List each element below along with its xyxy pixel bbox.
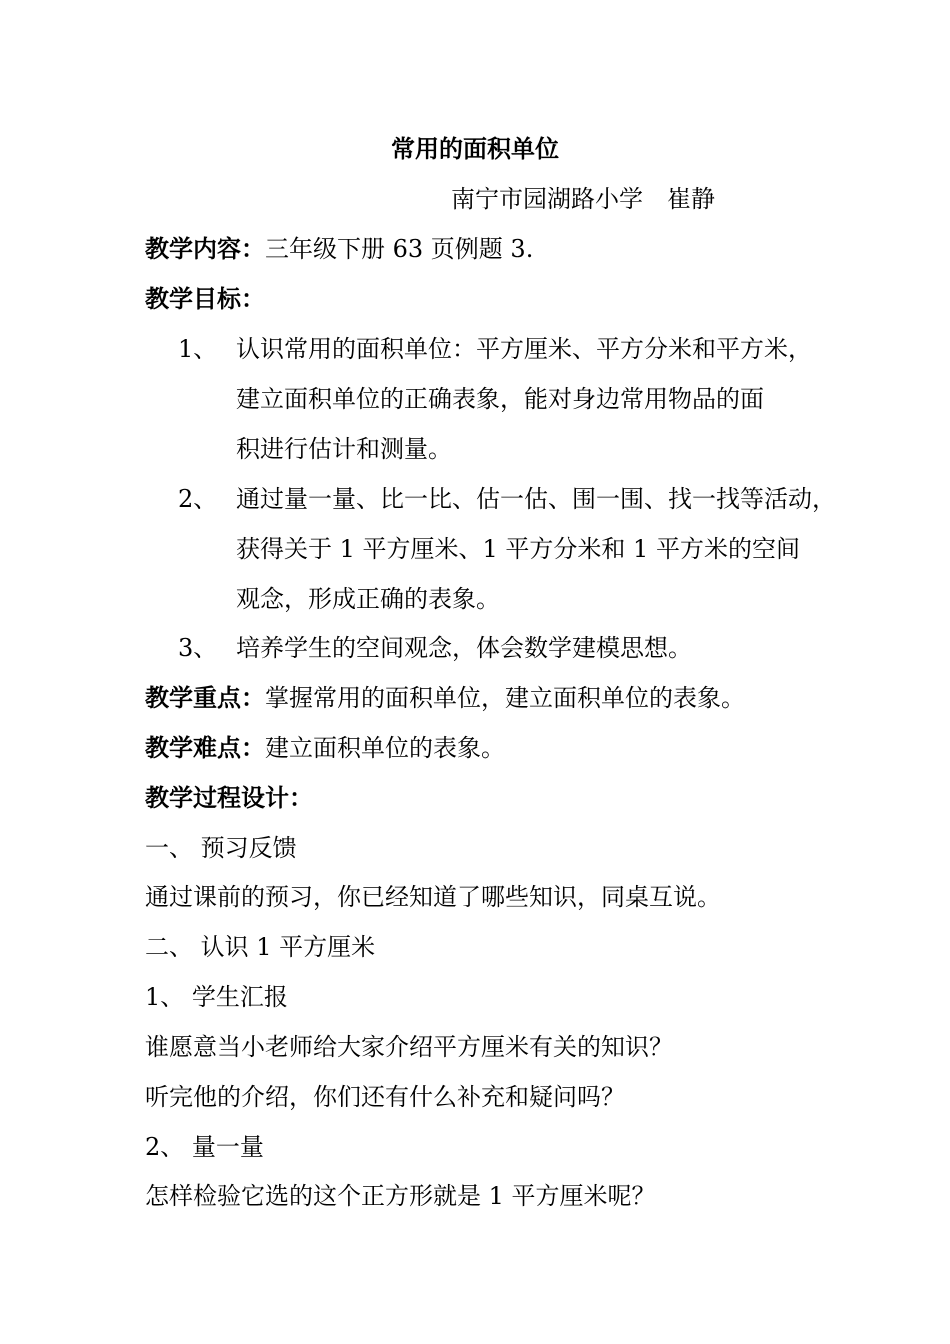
body-paragraph: 谁愿意当小老师给大家介绍平方厘米有关的知识？ xyxy=(145,1033,673,1061)
goal-item-3 xyxy=(178,633,692,663)
goal-text-line: 认识常用的面积单位：平方厘米、平方分米和平方米， xyxy=(236,335,812,363)
teaching-key-row xyxy=(145,683,745,713)
teaching-difficulty-value: 建立面积单位的表象。 xyxy=(265,734,505,762)
document-title: 常用的面积单位 xyxy=(391,135,559,163)
teaching-goals-label: 教学目标： xyxy=(145,285,265,313)
goal-text-line: 培养学生的空间观念，体会数学建模思想。 xyxy=(236,634,692,662)
goal-number: 1、 xyxy=(178,335,218,363)
sub-heading-report: 1、 学生汇报 xyxy=(145,983,288,1011)
goal-text-line: 通过量一量、比一比、估一估、围一围、找一找等活动， xyxy=(236,485,836,513)
teaching-difficulty-row xyxy=(145,733,505,763)
goal-number: 2、 xyxy=(178,485,218,513)
body-paragraph: 怎样检验它选的这个正方形就是 1 平方厘米呢？ xyxy=(145,1182,656,1210)
goal-number: 3、 xyxy=(178,634,218,662)
teaching-key-label: 教学重点： xyxy=(145,684,265,712)
body-paragraph: 通过课前的预习，你已经知道了哪些知识，同桌互说。 xyxy=(145,883,721,911)
teaching-content-value: 三年级下册 63 页例题 3. xyxy=(265,235,534,263)
goal-text-line: 观念，形成正确的表象。 xyxy=(236,585,500,613)
teaching-content-label: 教学内容： xyxy=(145,235,265,263)
goal-text-line: 获得关于 1 平方厘米、1 平方分米和 1 平方米的空间 xyxy=(236,535,800,563)
body-paragraph: 听完他的介绍，你们还有什么补充和疑问吗？ xyxy=(145,1083,625,1111)
teaching-process-label: 教学过程设计： xyxy=(145,784,313,812)
goal-item-2 xyxy=(178,484,836,514)
teaching-content-row xyxy=(145,234,533,264)
goal-text-line: 积进行估计和测量。 xyxy=(236,435,452,463)
teaching-difficulty-label: 教学难点： xyxy=(145,734,265,762)
goal-text-line: 建立面积单位的正确表象，能对身边常用物品的面 xyxy=(236,385,764,413)
section-heading-square-cm: 二、 认识 1 平方厘米 xyxy=(145,933,376,961)
teaching-key-value: 掌握常用的面积单位，建立面积单位的表象。 xyxy=(265,684,745,712)
section-heading-preview: 一、 预习反馈 xyxy=(145,834,297,862)
goal-item-1 xyxy=(178,334,812,364)
sub-heading-measure: 2、 量一量 xyxy=(145,1133,264,1161)
author-line: 南宁市园湖路小学 崔静 xyxy=(451,185,715,213)
